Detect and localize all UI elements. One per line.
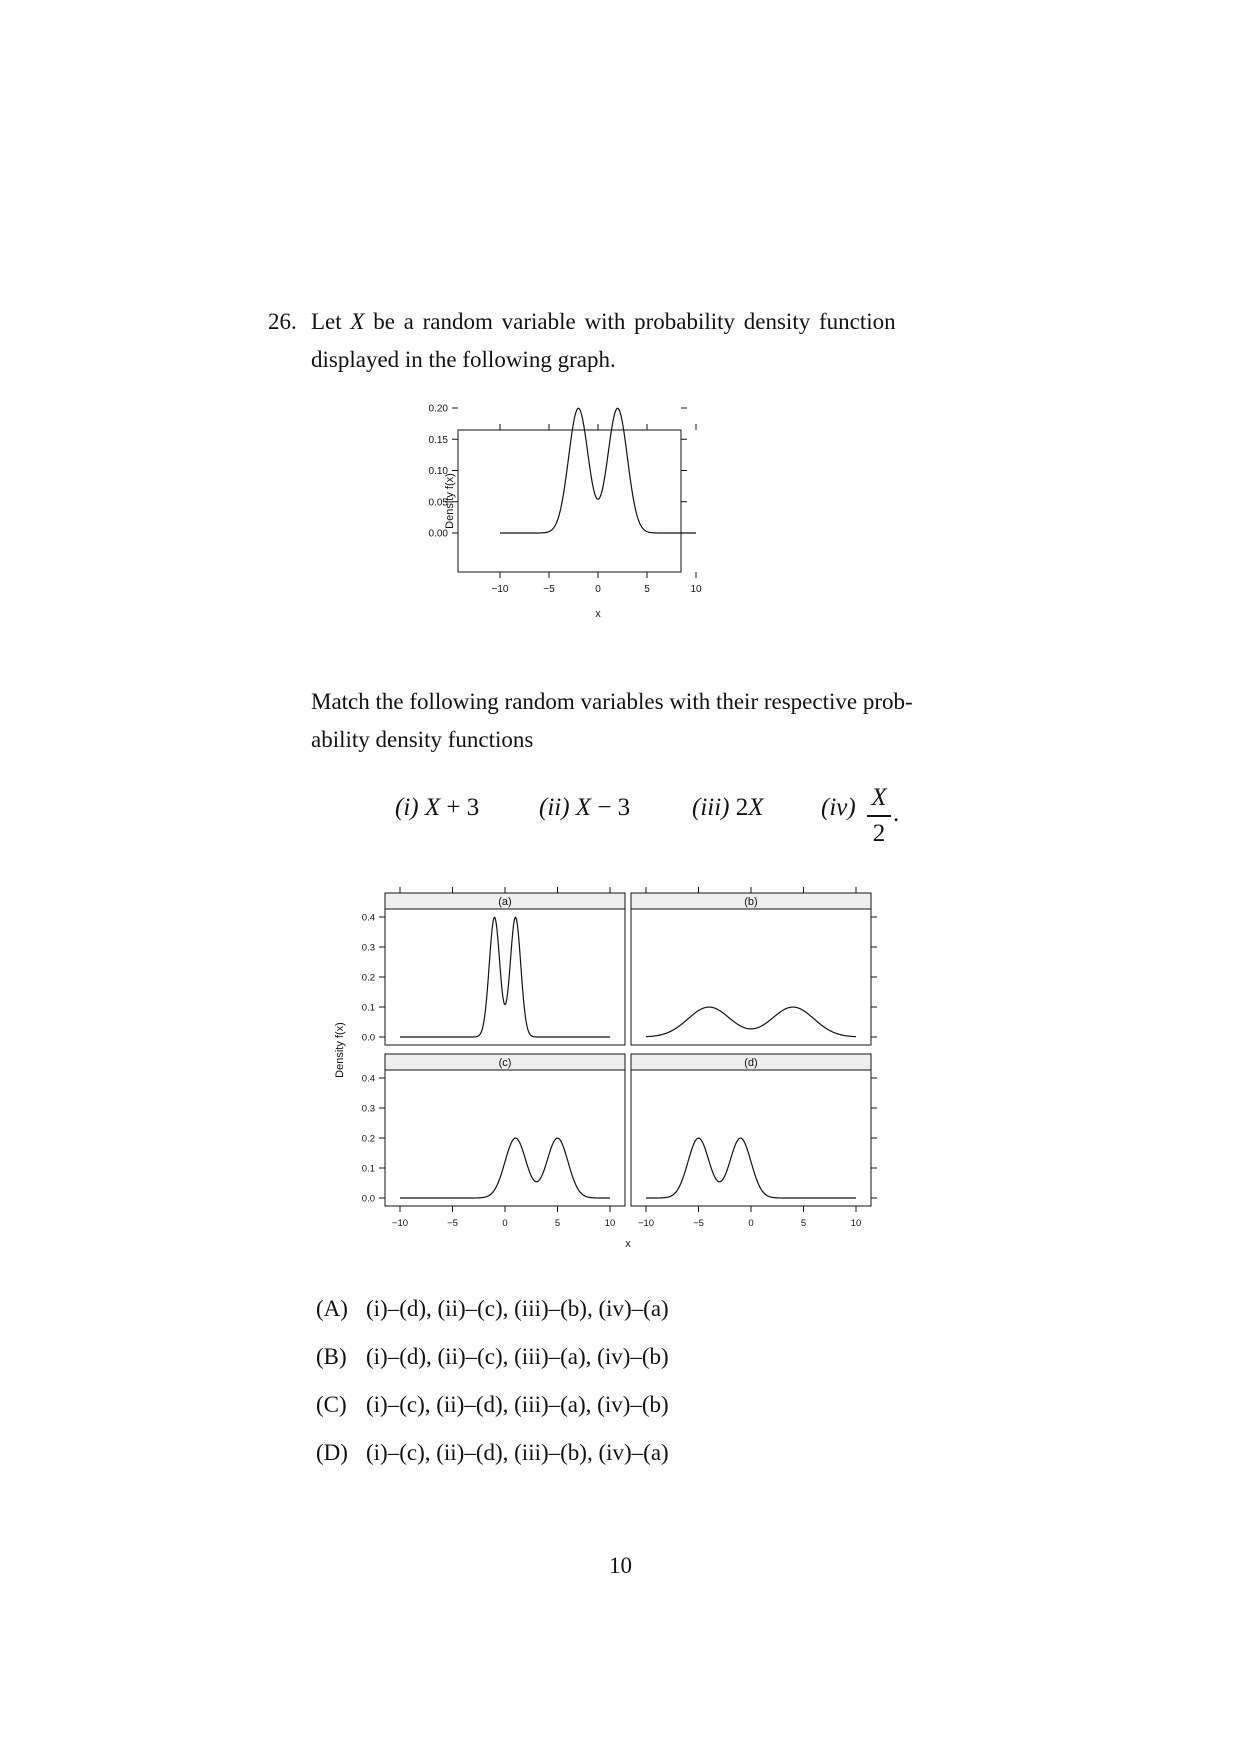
panel-label: (c): [498, 1057, 512, 1069]
fraction-bar: [867, 815, 891, 817]
x-tick-label: −5: [693, 1218, 704, 1229]
y-tick-label: 0.2: [361, 972, 375, 984]
panel-label: (d): [744, 1057, 758, 1069]
density-chart: [428, 403, 770, 665]
panel-label: (a): [498, 896, 512, 908]
panel-density-curve: [400, 1138, 610, 1198]
variable-iii: (iii) 2X: [692, 794, 764, 821]
panel-density-curve: [646, 1007, 856, 1037]
question-text-line-1: Let X be a random variable with probability density function: [311, 309, 896, 334]
x-tick-label: 5: [554, 1218, 561, 1229]
panel-density-chart: [325, 880, 895, 1260]
option-d-label: (D): [316, 1440, 348, 1465]
x-tick-label: 10: [850, 1218, 862, 1229]
panel-density-curve: [400, 917, 610, 1037]
y-axis-label: Density f(x): [334, 1022, 346, 1078]
y-tick-label: 0.1: [361, 1002, 375, 1014]
variable-ii: (ii) X − 3: [539, 794, 631, 821]
y-tick-label: 0.0: [361, 1193, 375, 1205]
x-tick-label: 10: [604, 1218, 616, 1229]
panel-frame: [631, 893, 871, 1045]
option-d-text: (i)–(c), (ii)–(d), (iii)–(b), (iv)–(a): [366, 1440, 669, 1465]
x-tick-label: −5: [543, 584, 555, 595]
option-a-text: (i)–(d), (ii)–(c), (iii)–(b), (iv)–(a): [366, 1296, 669, 1321]
x-tick-label: 0: [502, 1218, 508, 1229]
option-a-label: (A): [316, 1296, 348, 1321]
y-axis-label: Density f(x): [444, 473, 456, 529]
y-tick-label: 0.3: [361, 942, 375, 954]
y-tick-label: 0.00: [428, 528, 448, 540]
variable-iv-label: (iv): [821, 794, 856, 821]
panel-frame: [631, 1054, 871, 1206]
page-number: 10: [609, 1553, 632, 1578]
y-tick-label: 0.05: [428, 497, 448, 509]
y-tick-label: 0.3: [361, 1103, 375, 1115]
panel-frame: [385, 1054, 625, 1206]
option-d[interactable]: [316, 1434, 669, 1472]
panel-frame: [385, 893, 625, 1045]
x-tick-label: 0: [748, 1218, 754, 1229]
x-tick-label: −5: [447, 1218, 458, 1229]
x-tick-label: −10: [637, 1218, 655, 1229]
match-text-line-1: Match the following random variables with their respective prob-: [311, 689, 913, 714]
variable-iv-period: .: [893, 800, 900, 827]
option-b[interactable]: [316, 1338, 669, 1376]
y-tick-label: 0.20: [428, 403, 448, 415]
x-axis-label: x: [625, 1238, 631, 1250]
fraction-numerator: X: [871, 784, 887, 811]
y-tick-label: 0.4: [361, 912, 375, 924]
panel-density-curve: [646, 1138, 856, 1198]
x-tick-label: 0: [595, 584, 601, 595]
match-text-line-2: ability density functions: [311, 727, 534, 752]
x-axis-label: x: [595, 608, 601, 620]
question-text-line-2: displayed in the following graph.: [311, 347, 616, 372]
y-tick-label: 0.2: [361, 1133, 375, 1145]
x-tick-label: −10: [391, 1218, 409, 1229]
x-tick-label: 5: [644, 584, 650, 595]
variable-iv-fraction: [867, 783, 891, 849]
y-tick-label: 0.1: [361, 1163, 375, 1175]
option-c[interactable]: [316, 1386, 669, 1424]
option-c-label: (C): [316, 1392, 347, 1417]
option-b-label: (B): [316, 1344, 347, 1369]
option-c-text: (i)–(c), (ii)–(d), (iii)–(a), (iv)–(b): [366, 1392, 669, 1417]
x-tick-label: 10: [690, 584, 702, 595]
option-a[interactable]: [316, 1290, 669, 1328]
fraction-denominator: 2: [872, 819, 886, 847]
y-tick-label: 0.4: [361, 1073, 375, 1085]
y-tick-label: 0.15: [428, 434, 448, 446]
option-b-text: (i)–(d), (ii)–(c), (iii)–(a), (iv)–(b): [366, 1344, 669, 1369]
x-tick-label: 5: [800, 1218, 807, 1229]
y-tick-label: 0.0: [361, 1032, 375, 1044]
question-number: 26.: [268, 309, 297, 334]
x-tick-label: −10: [491, 584, 509, 595]
y-tick-label: 0.10: [428, 466, 448, 477]
variable-i: (i) X + 3: [395, 794, 480, 821]
panel-label: (b): [744, 896, 758, 908]
